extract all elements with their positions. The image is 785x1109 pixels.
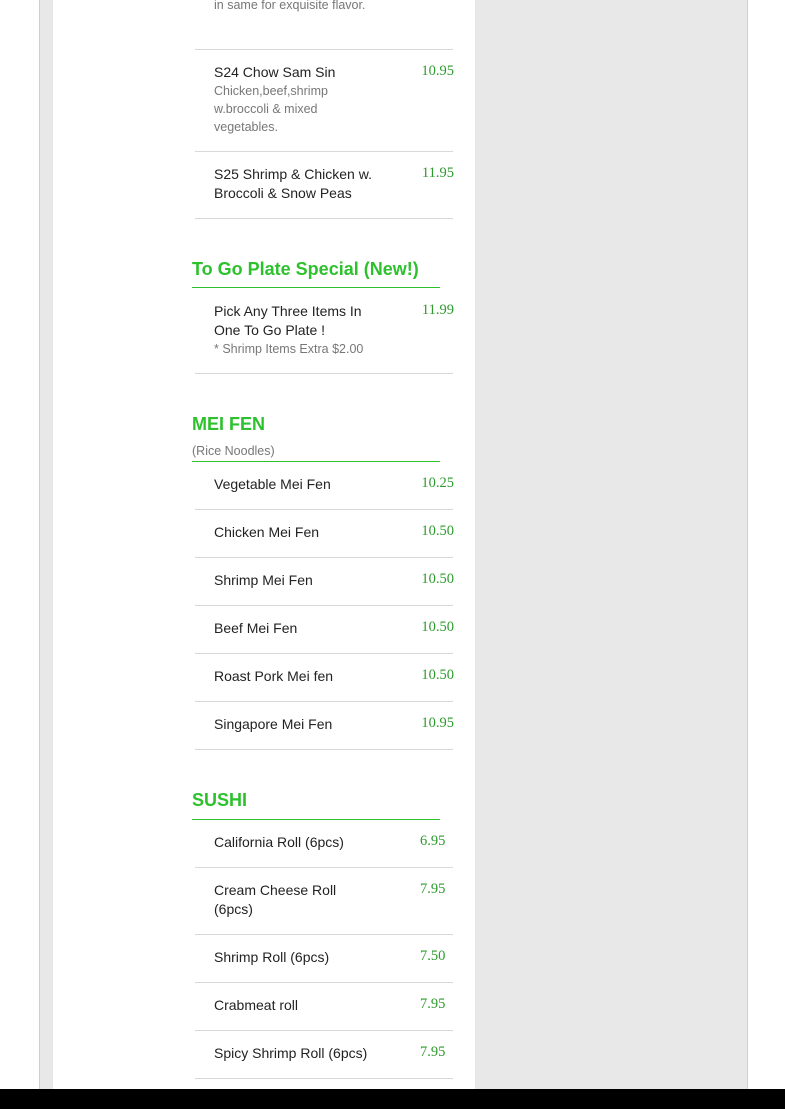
menu-item[interactable] [195,868,453,935]
menu-item-price: 10.25 [421,475,454,491]
menu-item-price: 10.50 [421,571,454,587]
menu-item-name: Crabmeat roll [214,997,299,1013]
menu-item[interactable] [195,289,453,374]
menu-item-price: 10.95 [421,63,454,79]
menu-item-name: Spicy Shrimp Roll (6pcs) [214,1045,368,1061]
bottom-bar [0,1089,785,1109]
menu-item-name: Beef Mei Fen [214,620,298,636]
menu-item-price: 7.50 [420,948,446,964]
menu-item-price: 7.95 [420,996,446,1012]
menu-item-price: 11.99 [421,302,454,318]
menu-item[interactable] [195,0,453,50]
menu-item[interactable] [195,50,453,152]
menu-item-price: 10.50 [421,667,454,683]
menu-item-name: Cream Cheese Roll (6pcs) [214,882,337,917]
section-subtitle: (Rice Noodles) [192,444,275,458]
menu-item[interactable] [195,702,453,750]
menu-item-name: Roast Pork Mei fen [214,668,334,684]
menu-item[interactable] [195,558,453,606]
menu-item-name: Shrimp Mei Fen [214,572,313,588]
menu-item[interactable] [195,462,453,510]
right-frame [747,0,748,1089]
menu-item[interactable] [195,1031,453,1079]
menu-item-name: Vegetable Mei Fen [214,476,331,492]
menu-item[interactable] [195,820,453,868]
menu-item[interactable] [195,510,453,558]
right-sidebar [475,0,747,1089]
left-gutter [0,0,39,1089]
menu-item-description: * Shrimp Items Extra $2.00 [214,342,364,356]
menu-item-name: Pick Any Three Items In One To Go Plate ! [214,303,362,338]
menu-item-description: Chicken,beef,shrimp w.broccoli & mixed vegetables. [214,84,328,134]
menu-item-name: Singapore Mei Fen [214,716,333,732]
menu-item-price: 10.95 [421,715,454,731]
menu-item-name: Chicken Mei Fen [214,524,320,540]
menu-item-description: in same for exquisite flavor. [214,0,366,12]
menu-item[interactable] [195,983,453,1031]
section-divider [192,287,440,288]
menu-item[interactable] [195,935,453,983]
menu-item-price: 10.50 [421,619,454,635]
menu-item[interactable] [195,152,453,219]
menu-item[interactable] [195,654,453,702]
section-title-sushi: SUSHI [192,790,248,810]
menu-item-price: 7.95 [420,1044,446,1060]
section-title-to-go: To Go Plate Special (New!) [192,259,419,279]
section-title-mei-fen: MEI FEN [192,414,266,434]
menu-item-name: California Roll (6pcs) [214,834,344,850]
menu-item-name: S25 Shrimp & Chicken w. Broccoli & Snow Peas [214,166,372,201]
menu-item-name: Shrimp Roll (6pcs) [214,949,330,965]
menu-item-price: 7.95 [420,881,446,897]
menu-item[interactable] [195,606,453,654]
menu-item-name: S24 Chow Sam Sin [214,64,336,80]
menu-item-price: 6.95 [420,833,446,849]
left-frame [39,0,53,1089]
menu-item-price: 10.50 [421,523,454,539]
menu-item-price: 11.95 [421,165,454,181]
